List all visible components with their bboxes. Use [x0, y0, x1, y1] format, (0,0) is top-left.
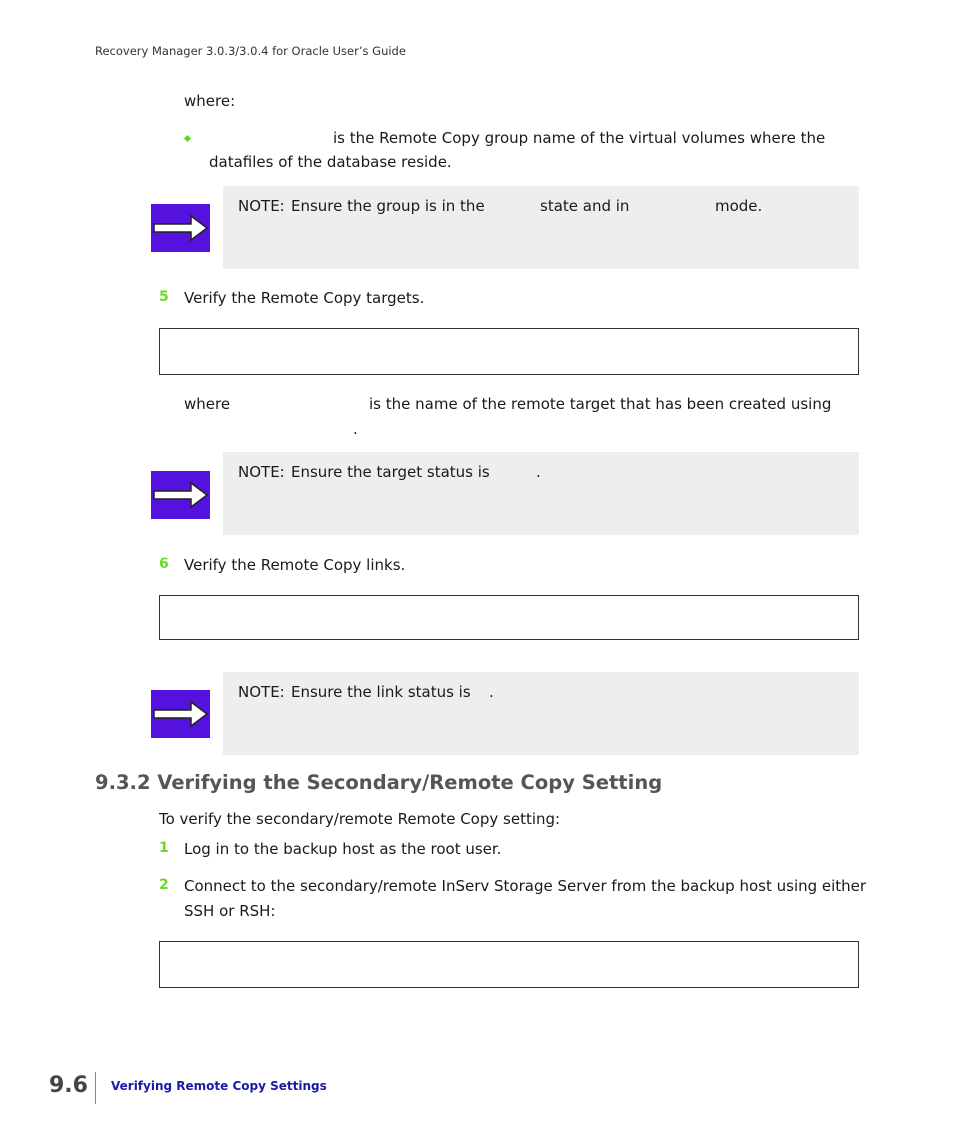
code-block — [159, 595, 859, 640]
note-text: Ensure the target status is — [291, 463, 490, 481]
where-text: is the name of the remote target that has been created using — [369, 395, 832, 413]
bullet-text-line2: datafiles of the database reside. — [209, 153, 452, 171]
code-block — [159, 941, 859, 988]
note-arrow-icon — [151, 204, 210, 252]
step-number: 6 — [159, 556, 169, 572]
step-number: 2 — [159, 877, 169, 893]
code-block — [159, 328, 859, 375]
note-label: NOTE: — [238, 197, 285, 215]
note-arrow-icon — [151, 471, 210, 519]
step-text-line2: SSH or RSH: — [184, 902, 276, 920]
note-text: state and in — [540, 197, 630, 215]
running-header: Recovery Manager 3.0.3/3.0.4 for Oracle User’s Guide — [95, 44, 406, 58]
section-title: 9.3.2 Verifying the Secondary/Remote Copy Setting — [95, 771, 663, 794]
where-period: . — [353, 420, 358, 438]
intro-text: To verify the secondary/remote Remote Copy setting: — [159, 810, 561, 828]
where-label: where — [184, 395, 231, 413]
note-text: . — [489, 683, 494, 701]
where-label: where: — [184, 92, 236, 110]
footer-section-link[interactable]: Verifying Remote Copy Settings — [111, 1079, 327, 1093]
footer-divider — [95, 1072, 96, 1104]
page-number: 9.6 — [49, 1073, 88, 1098]
bullet-text-line1: is the Remote Copy group name of the virtual volumes where the — [333, 129, 826, 147]
step-text: Verify the Remote Copy links. — [184, 556, 406, 574]
note-text: Ensure the group is in the — [291, 197, 485, 215]
note-label: NOTE: — [238, 683, 285, 701]
bullet-diamond-icon — [184, 135, 191, 142]
step-text: Log in to the backup host as the root user. — [184, 840, 502, 858]
note-text: Ensure the link status is — [291, 683, 471, 701]
note-text: . — [536, 463, 541, 481]
step-text-line1: Connect to the secondary/remote InServ Storage Server from the backup host using either — [184, 877, 867, 895]
step-number: 5 — [159, 289, 169, 305]
step-text: Verify the Remote Copy targets. — [184, 289, 425, 307]
note-label: NOTE: — [238, 463, 285, 481]
step-number: 1 — [159, 840, 169, 856]
note-arrow-icon — [151, 690, 210, 738]
note-text: mode. — [715, 197, 763, 215]
